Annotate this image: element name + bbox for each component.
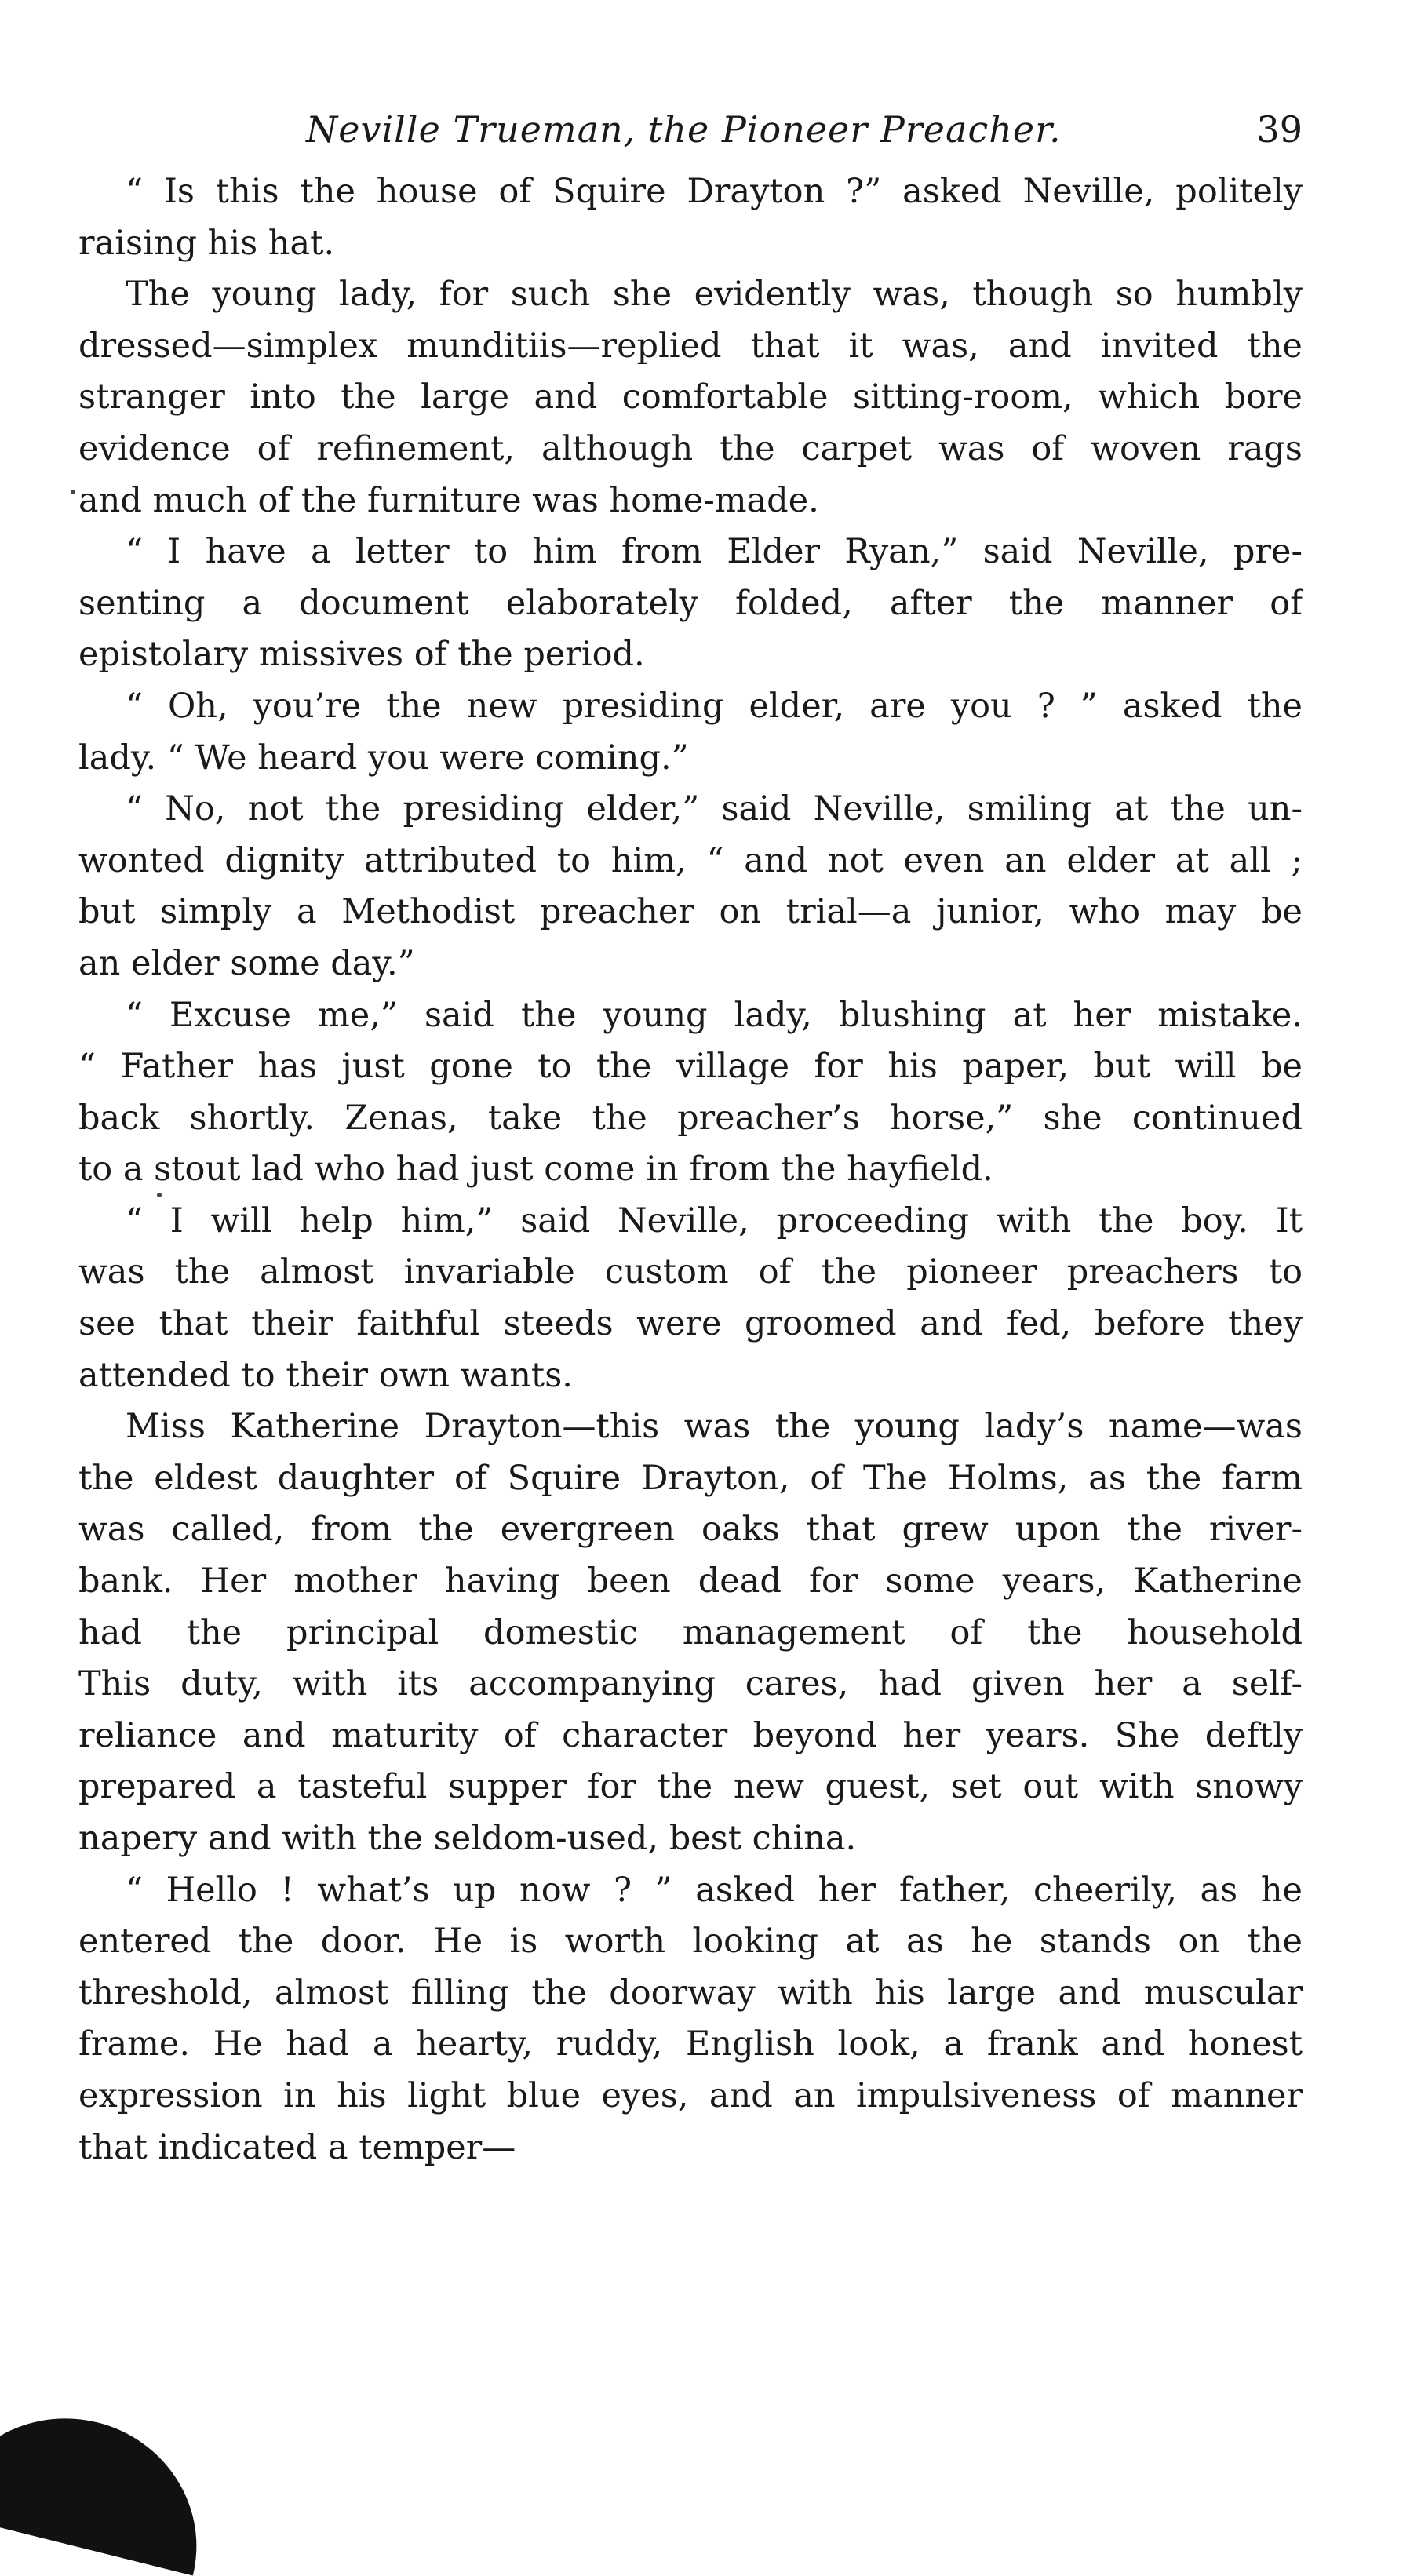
page-number: 39 bbox=[1256, 108, 1303, 151]
page-body-text bbox=[78, 166, 1303, 2173]
text-line: “ Excuse me,” said the young lady, blushing at her mistake. bbox=[126, 995, 1303, 1035]
page-header bbox=[78, 108, 1303, 163]
text-line: “ Hello ! what’s up now ? ” asked her father, cheerily, as he bbox=[126, 1870, 1303, 1910]
page-corner-shadow bbox=[0, 2391, 223, 2575]
text-line: see that their faithful steeds were groomed and fed, before they bbox=[78, 1304, 1303, 1344]
text-line: evidence of refinement, although the carpet was of woven rags bbox=[78, 428, 1303, 468]
text-line: threshold, almost filling the doorway with his large and muscular bbox=[78, 1973, 1303, 2013]
text-line: napery and with the seldom-used, best china. bbox=[78, 1819, 857, 1858]
text-line: wonted dignity attributed to him, “ and not even an elder at all ; bbox=[78, 840, 1303, 880]
text-line: was called, from the evergreen oaks that grew upon the river- bbox=[78, 1510, 1303, 1550]
text-line: “ Is this the house of Squire Drayton ?” asked Neville, politely bbox=[126, 172, 1303, 211]
text-line: an elder some day.” bbox=[78, 943, 415, 983]
margin-speck bbox=[157, 1193, 162, 1197]
text-line: entered the door. He is worth looking at as he stands on the bbox=[78, 1922, 1303, 1962]
text-line: had the principal domestic management of the household bbox=[78, 1612, 1303, 1652]
text-line: “ I will help him,” said Neville, proceeding with the boy. It bbox=[126, 1201, 1303, 1241]
text-line: was the almost invariable custom of the pioneer preachers to bbox=[78, 1252, 1303, 1292]
text-line: and much of the furniture was home-made. bbox=[78, 480, 819, 520]
running-title: Neville Trueman, the Pioneer Preacher. bbox=[306, 108, 1062, 151]
text-line: This duty, with its accompanying cares, had given her a self- bbox=[78, 1664, 1303, 1704]
text-line: reliance and maturity of character beyond her years. She deftly bbox=[78, 1715, 1303, 1755]
text-line: frame. He had a hearty, ruddy, English look, a frank and honest bbox=[78, 2024, 1303, 2064]
text-line: prepared a tasteful supper for the new guest, set out with snowy bbox=[78, 1767, 1303, 1807]
text-line: stranger into the large and comfortable sitting-room, which bore bbox=[78, 377, 1303, 417]
text-line: “ I have a letter to him from Elder Ryan,” said Neville, pre- bbox=[126, 532, 1303, 572]
text-line: that indicated a temper— bbox=[78, 2127, 516, 2167]
text-line: raising his hat. bbox=[78, 223, 335, 263]
text-line: the eldest daughter of Squire Drayton, of The Holms, as the farm bbox=[78, 1458, 1303, 1498]
text-line: senting a document elaborately folded, after the manner of bbox=[78, 583, 1303, 623]
text-line: back shortly. Zenas, take the preacher’s horse,” she continued bbox=[78, 1098, 1303, 1138]
text-line: epistolary missives of the period. bbox=[78, 635, 645, 675]
margin-speck bbox=[71, 490, 75, 494]
text-line: to a stout lad who had just come in from the hayfield. bbox=[78, 1150, 993, 1190]
text-line: Miss Katherine Drayton—this was the young lady’s name—was bbox=[126, 1407, 1303, 1447]
text-line: attended to their own wants. bbox=[78, 1355, 573, 1395]
text-line: The young lady, for such she evidently was, though so humbly bbox=[126, 275, 1303, 315]
text-line: bank. Her mother having been dead for some years, Katherine bbox=[78, 1561, 1303, 1601]
text-line: “ Father has just gone to the village for his paper, but will be bbox=[78, 1047, 1303, 1087]
text-line: but simply a Methodist preacher on trial—a junior, who may be bbox=[78, 892, 1303, 932]
text-line: lady. “ We heard you were coming.” bbox=[78, 738, 689, 778]
text-line: dressed—simplex munditiis—replied that it was, and invited the bbox=[78, 326, 1303, 366]
text-line: expression in his light blue eyes, and an impulsiveness of manner bbox=[78, 2075, 1303, 2115]
text-line: “ Oh, you’re the new presiding elder, are you ? ” asked the bbox=[126, 686, 1303, 726]
text-line: “ No, not the presiding elder,” said Neville, smiling at the un- bbox=[126, 789, 1303, 829]
